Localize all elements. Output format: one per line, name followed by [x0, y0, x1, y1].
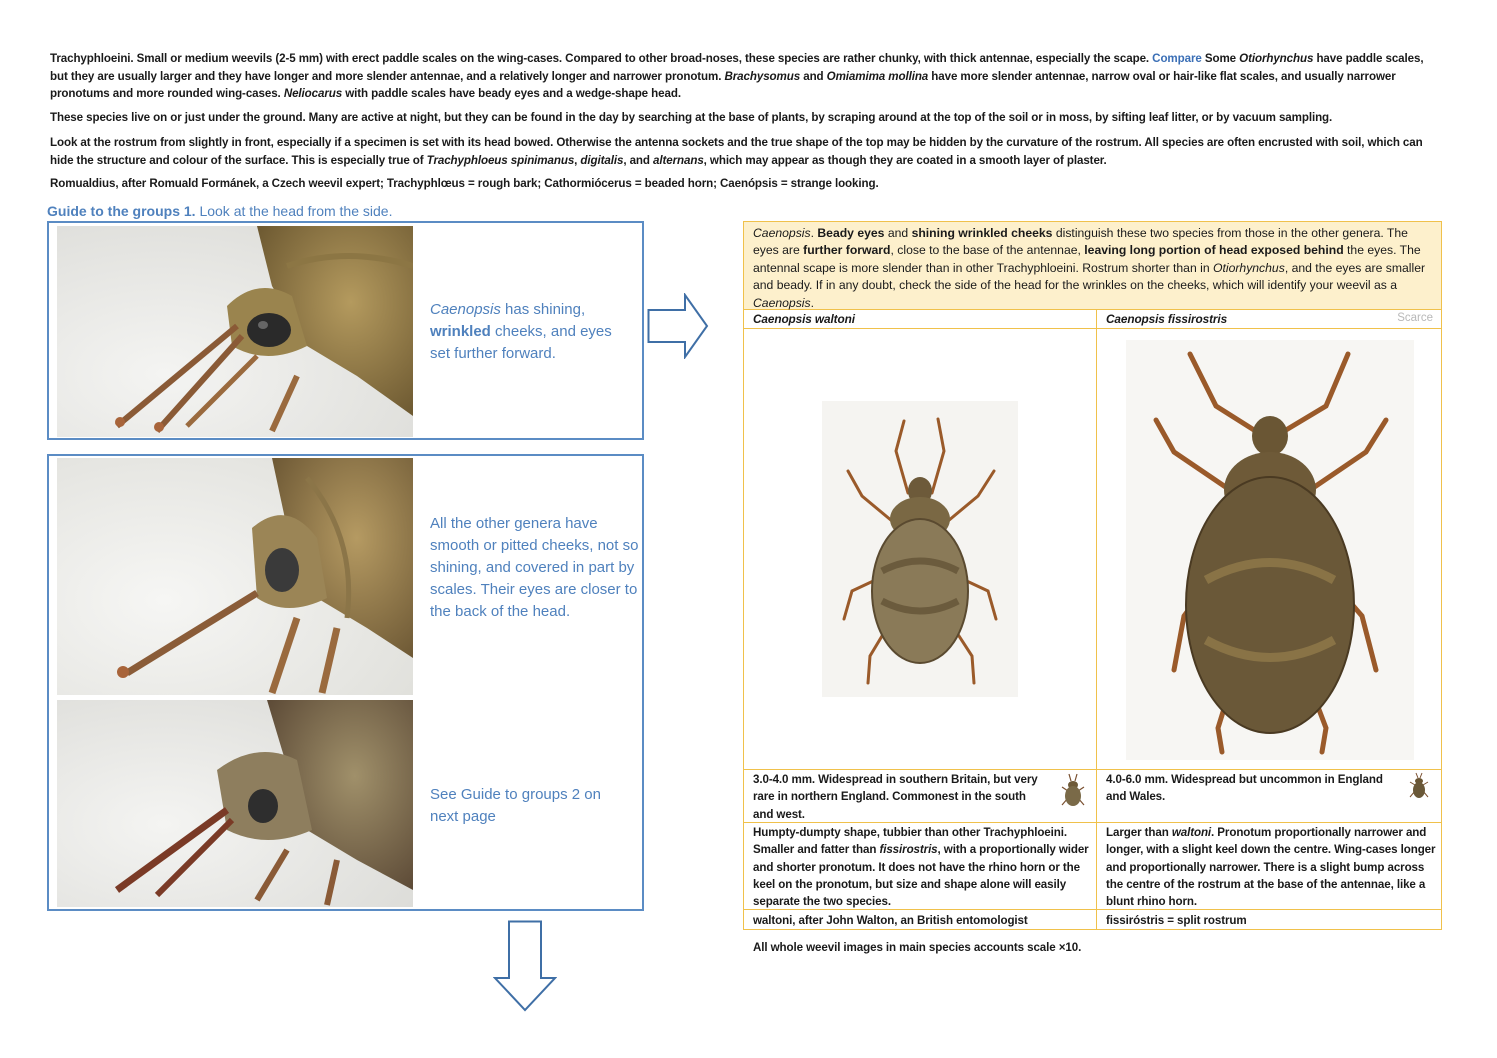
- weevil-head-photo-caenopsis: [57, 226, 413, 437]
- guide-title: Guide to the groups 1. Look at the head from the side.: [47, 203, 393, 219]
- species-table: [743, 221, 1442, 930]
- size-distribution-waltoni: 3.0-4.0 mm. Widespread in southern Britain, but very rare in northern England. Commonest in the south and west.: [753, 773, 1038, 821]
- other-genera-text: All the other genera have smooth or pitted cheeks, not so shining, and covered in part by scales. Their eyes are closer to the back of the head.: [430, 515, 639, 620]
- caenopsis-cheek-text: Caenopsis has shining, wrinkled cheeks, and eyes set further forward.: [430, 301, 612, 362]
- see-guide-2-text: See Guide to groups 2 on next page: [430, 786, 601, 825]
- right-arrow-icon: [647, 293, 709, 359]
- etymology-waltoni: waltoni, after John Walton, an British entomologist: [753, 914, 1028, 927]
- etymology-fissirostris: fissiróstris = split rostrum: [1106, 914, 1247, 927]
- weevil-head-photo-other-1: [57, 458, 413, 695]
- down-arrow-icon: [493, 920, 557, 1012]
- compare-link[interactable]: Compare: [1152, 52, 1202, 65]
- description-waltoni: Humpty-dumpty shape, tubbier than other Trachyphloeini. Smaller and fatter than fissirostris, with a proportionally wider and shorter pronotum. It does not have the rhino horn or the keel on the pronotum, but size and shape alone will easily separate the two species.: [753, 826, 1089, 909]
- intro-paragraph-etymology: Romualdius, after Romuald Formánek, a Czech weevil expert; Trachyphlœus = rough bark; Cathormiócerus = beaded horn; Caenópsis = strange looking.: [50, 177, 879, 190]
- species-name-waltoni: Caenopsis waltoni: [753, 312, 855, 326]
- scale-note: All whole weevil images in main species accounts scale ×10.: [753, 941, 1082, 954]
- size-distribution-fissirostris: 4.0-6.0 mm. Widespread but uncommon in England and Wales.: [1106, 773, 1383, 804]
- weevil-photo-waltoni: [822, 401, 1018, 697]
- status-badge: Scarce: [1397, 312, 1433, 324]
- intro-paragraph-habitat: These species live on or just under the ground. Many are active at night, but they can be found in the day by searching at the base of plants, by scraping around at the top of the soil or in moss, by sifting leaf litter, or by vacuum sampling.: [50, 111, 1333, 124]
- weevil-scale-icon-fissirostris: [1408, 771, 1430, 801]
- weevil-head-photo-other-2: [57, 700, 413, 907]
- intro-paragraph-rostrum: Look at the rostrum from slightly in front, especially if a specimen is set with its head bowed. Otherwise the antenna sockets and the true shape of the top may be hidden by the curvature of the rostrum. All species are often encrusted with soil, which can hide the structure and colour of the surface. This is especially true of Trachyphloeus spinimanus, digitalis, and alternans, which may appear as though they are coated in a smooth layer of plaster.: [50, 136, 1423, 167]
- guide-panel-other-genera: [47, 454, 644, 911]
- species-name-fissirostris: Caenopsis fissirostris: [1106, 312, 1228, 326]
- weevil-photo-fissirostris: [1126, 340, 1414, 760]
- intro-paragraph-tribe: Trachyphloeini. Small or medium weevils (2-5 mm) with erect paddle scales on the wing-cases. Compared to other broad-noses, these species are rather chunky, with thick antennae, especially the scape. Compare Some Otiorhynchus have paddle scales, but they are usually larger and they have longer and more slender antennae, and a relatively longer and narrower pronotum. Brachysomus and Omiamima mollina have more slender antennae, narrow oval or hair-like flat scales, and usually narrower pronotums and more rounded wing-cases. Neliocarus with paddle scales have beady eyes and a wedge-shape head.: [50, 52, 1424, 100]
- caenopsis-description: Caenopsis. Beady eyes and shining wrinkled cheeks distinguish these two species from those in the other genera. The eyes are further forward, close to the base of the antennae, leaving long portion of head exposed behind the eyes. The antennal scape is more slender than in other Trachyphloeini. Rostrum shorter than in Otiorhynchus, and the eyes are smaller and beady. If in any doubt, check the side of the head for the wrinkles on the cheeks, which will identify your weevil as a Caenopsis.: [744, 222, 1441, 310]
- column-divider: [1096, 310, 1097, 930]
- description-fissirostris: Larger than waltoni. Pronotum proportionally narrower and longer, with a slight keel down the centre. Wing-cases longer and proportionally narrower. There is a slight bump across the centre of the rostrum at the base of the antennae, like a blunt rhino horn.: [1106, 826, 1436, 909]
- guide-panel-caenopsis: [47, 221, 644, 440]
- weevil-scale-icon-waltoni: [1058, 771, 1088, 811]
